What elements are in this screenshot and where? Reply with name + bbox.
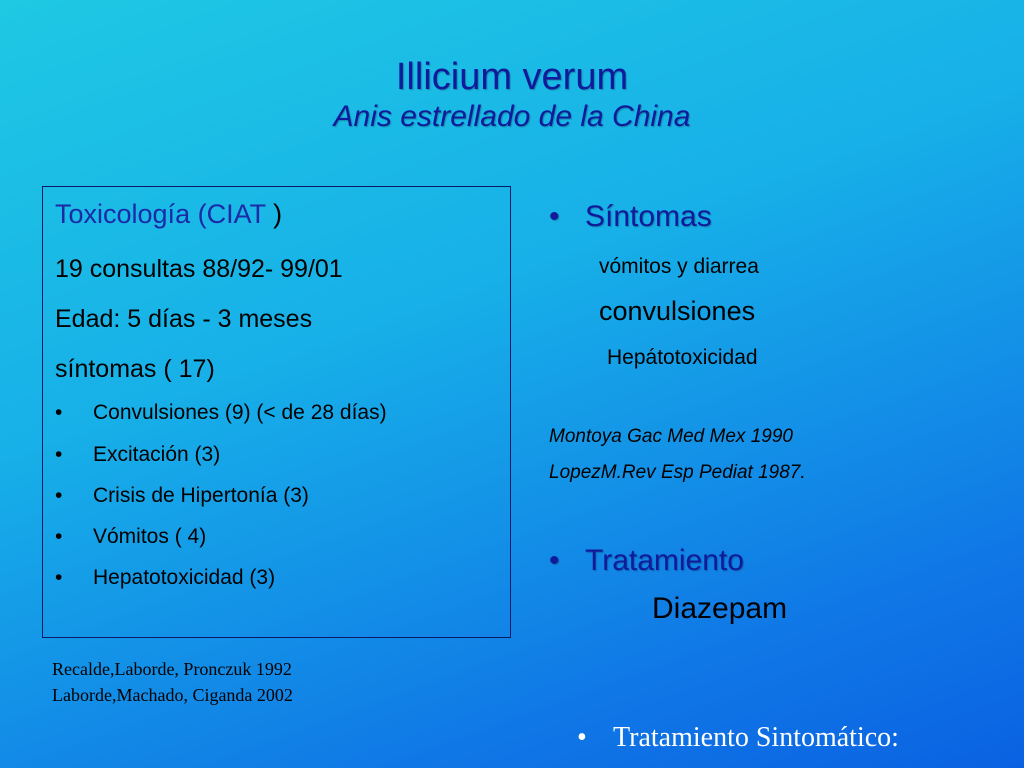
bullet-dot: • <box>55 484 63 507</box>
bullet-text: Crisis de Hipertonía (3) <box>93 484 309 507</box>
bullet-text: Excitación (3) <box>93 443 221 466</box>
sintomas-item-vomitos: vómitos y diarrea <box>599 255 759 278</box>
bullet-dot: • <box>577 722 587 753</box>
bullet-dot: • <box>55 443 63 466</box>
tratamiento-item-diazepam: Diazepam <box>652 592 788 625</box>
tratamiento-header <box>549 544 744 578</box>
citation-montoya: Montoya Gac Med Mex 1990 <box>549 426 793 447</box>
bottom-bullet-text: Tratamiento Sintomático: <box>613 722 899 753</box>
bullet-dot: • <box>549 544 560 577</box>
title-line2: Anis estrellado de la China <box>333 100 691 133</box>
slide-title <box>0 55 1024 135</box>
bullet-text: Vómitos ( 4) <box>93 525 207 548</box>
bullet-dot: • <box>55 566 63 589</box>
toxicology-box <box>42 186 511 638</box>
title-line1: Illicium verum <box>395 56 629 98</box>
sintomas-header <box>549 200 712 234</box>
tratamiento-header-text: Tratamiento <box>585 544 744 577</box>
box-sintomas: síntomas ( 17) <box>55 355 215 383</box>
bullet-dot: • <box>55 525 63 548</box>
reference-line2: Laborde,Machado, Ciganda 2002 <box>52 685 293 705</box>
bullet-dot: • <box>55 401 63 424</box>
bottom-bullet <box>577 722 899 754</box>
sintomas-item-convulsiones: convulsiones <box>599 296 756 326</box>
box-heading-text: Toxicología (CIAT <box>55 199 266 229</box>
box-bullet-hipertonia <box>55 484 309 508</box>
box-bullet-excitacion <box>55 443 220 467</box>
box-consultas: 19 consultas 88/92- 99/01 <box>55 255 343 283</box>
reference-line1: Recalde,Laborde, Pronczuk 1992 <box>52 659 292 679</box>
box-heading-paren: ) <box>265 199 283 229</box>
box-heading <box>55 199 282 230</box>
sintomas-item-hepatotoxicidad: Hepátotoxicidad <box>607 346 758 369</box>
box-bullet-convulsiones <box>55 401 387 425</box>
box-edad: Edad: 5 días - 3 meses <box>55 305 313 333</box>
citation-lopez: LopezM.Rev Esp Pediat 1987. <box>549 462 806 483</box>
bullet-text: Convulsiones (9) (< de 28 días) <box>93 401 387 424</box>
bullet-dot: • <box>549 200 560 233</box>
sintomas-header-text: Síntomas <box>585 200 712 233</box>
bullet-text: Hepatotoxicidad (3) <box>93 566 276 589</box>
references <box>52 656 293 708</box>
box-bullet-vomitos <box>55 525 206 549</box>
box-bullet-hepatotoxicidad <box>55 566 275 590</box>
